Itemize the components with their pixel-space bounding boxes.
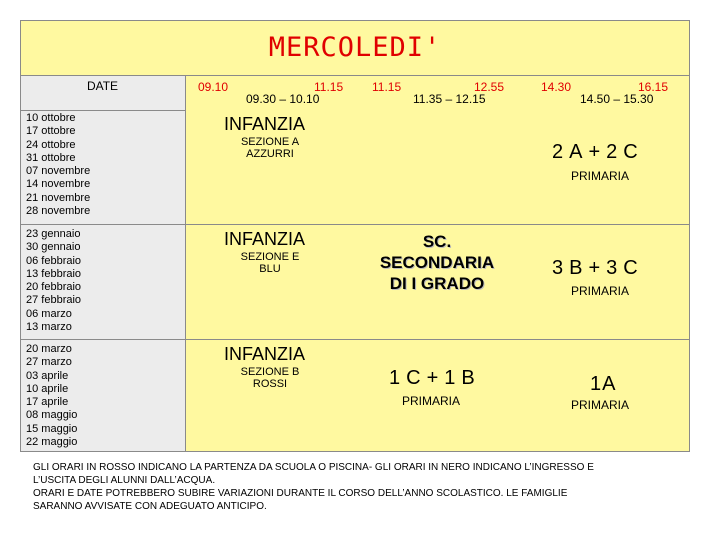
date-item: 07 novembre — [26, 165, 91, 178]
date-item: 08 maggio — [26, 409, 78, 422]
title-divider — [20, 75, 690, 76]
date-item: 28 novembre — [26, 205, 91, 218]
date-header: DATE — [86, 79, 119, 93]
slot2-pool-time: 11.35 – 12.15 — [413, 92, 486, 106]
row1-dates — [26, 112, 90, 218]
page-title: MERCOLEDI' — [268, 32, 442, 63]
slot2-start-time: 11.15 — [372, 80, 402, 94]
school-line: SC. — [422, 232, 452, 251]
date-item: 20 marzo — [26, 343, 72, 355]
section-name: SEZIONE E — [240, 251, 300, 263]
date-item: 20 febbraio — [26, 281, 82, 294]
row3-slot2-level: PRIMARIA — [402, 394, 461, 408]
row2-slot3-level: PRIMARIA — [571, 284, 630, 298]
date-item: 14 novembre — [26, 178, 91, 191]
slot3-start-time: 14.30 — [541, 80, 572, 94]
row2-slot1-section — [225, 251, 315, 275]
date-item: 13 febbraio — [26, 267, 82, 280]
note-line: ORARI E DATE POTREBBERO SUBIRE VARIAZIONI DURANTE IL CORSO DELL’ANNO SCOLASTICO. LE FAMIGLIE — [33, 488, 568, 499]
row3-slot2-classes: 1C+1B — [389, 367, 481, 389]
slot3-pool-time: 14.50 – 15.30 — [580, 92, 654, 106]
row3-dates — [26, 343, 77, 449]
slot1-start-time: 09.10 — [198, 80, 229, 94]
slot3-end-time: 16.15 — [638, 80, 669, 94]
date-item: 10 ottobre — [26, 112, 76, 124]
footer-notes — [33, 461, 693, 513]
date-item: 24 ottobre — [26, 138, 76, 151]
date-item: 15 maggio — [26, 422, 78, 435]
row3-slot1-title: INFANZIA — [224, 344, 306, 364]
date-item: 23 gennaio — [26, 228, 81, 240]
date-item: 10 aprile — [26, 382, 69, 395]
section-name: SEZIONE B — [240, 366, 300, 378]
date-item: 06 febbraio — [26, 254, 82, 267]
row-divider-1 — [20, 224, 690, 225]
row2-slot1-title: INFANZIA — [224, 229, 306, 249]
school-line: DI I GRADO — [389, 274, 485, 293]
header-divider — [20, 110, 185, 111]
date-item: 21 novembre — [26, 191, 91, 204]
row3-slot1-section — [225, 366, 315, 390]
date-item: 30 gennaio — [26, 241, 81, 254]
date-item: 06 marzo — [26, 307, 72, 320]
row3-slot3-level: PRIMARIA — [571, 398, 630, 412]
school-line: SECONDARIA — [379, 253, 495, 272]
column-divider-1 — [185, 75, 186, 452]
section-name: SEZIONE A — [240, 136, 300, 148]
date-item: 13 marzo — [26, 321, 72, 334]
row3-slot3-classes: 1A — [590, 373, 617, 395]
note-line: L’USCITA DEGLI ALUNNI DALL’ACQUA. — [33, 475, 216, 486]
section-color: BLU — [259, 263, 281, 275]
row1-slot3-level: PRIMARIA — [571, 169, 630, 183]
slot1-end-time: 11.15 — [314, 80, 344, 94]
date-item: 17 ottobre — [26, 125, 76, 138]
row1-slot1-title: INFANZIA — [224, 114, 306, 134]
date-item: 27 marzo — [26, 356, 72, 369]
note-line: GLI ORARI IN ROSSO INDICANO LA PARTENZA DA SCUOLA O PISCINA- GLI ORARI IN NERO INDICANO L’INGRESSO E — [33, 462, 594, 473]
date-item: 31 ottobre — [26, 151, 76, 164]
row1-slot3-classes: 2A+2C — [552, 141, 644, 163]
slot1-pool-time: 09.30 – 10.10 — [246, 92, 320, 106]
row-divider-2 — [20, 339, 690, 340]
row1-slot1-section — [225, 136, 315, 160]
note-line: SARANNO AVVISATE CON ADEGUATO ANTICIPO. — [33, 501, 267, 512]
date-item: 17 aprile — [26, 396, 69, 409]
row2-slot3-classes: 3B+3C — [552, 257, 644, 279]
section-color: ROSSI — [252, 378, 288, 390]
date-item: 27 febbraio — [26, 294, 82, 307]
date-item: 03 aprile — [26, 369, 69, 382]
date-item: 22 maggio — [26, 436, 78, 449]
slot2-end-time: 12.55 — [474, 80, 505, 94]
row2-slot2-school — [357, 231, 517, 294]
section-color: AZZURRI — [246, 148, 294, 160]
row2-dates — [26, 228, 81, 334]
